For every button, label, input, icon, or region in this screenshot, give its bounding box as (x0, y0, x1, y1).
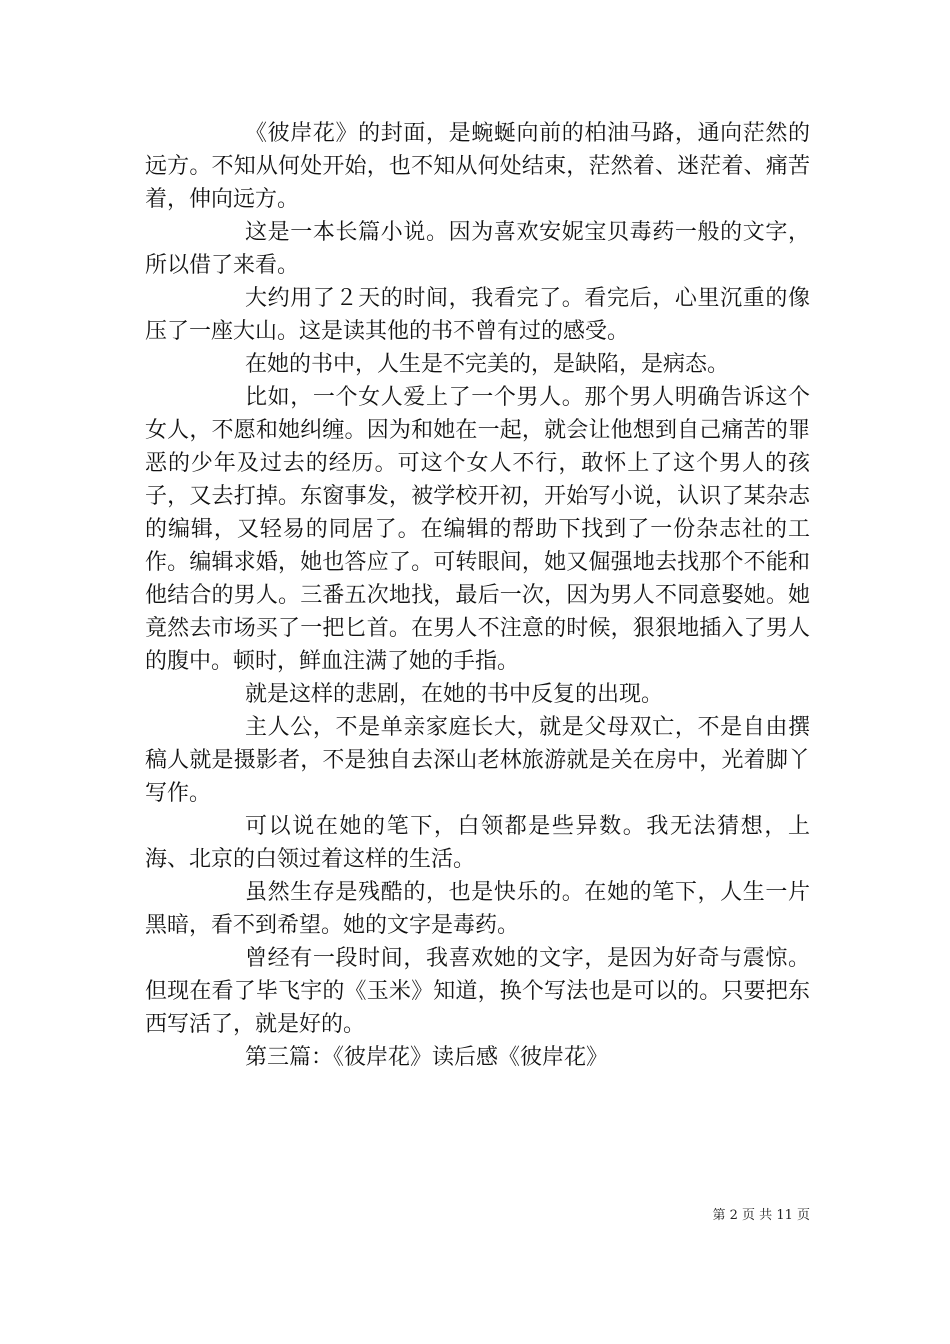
paragraph-reading-time: 大约用了２天的时间，我看完了。看完后，心里沉重的像压了一座大山。这是读其他的书不曾有过的感受。 (145, 286, 810, 344)
paragraph-protagonists: 主人公，不是单亲家庭长大，就是父母双亡，不是自由撰稿人就是摄影者，不是独自去深山老林旅游就是关在房中，光着脚丫写作。 (145, 715, 810, 806)
paragraph-imperfect-life: 在她的书中，人生是不完美的，是缺陷，是病态。 (245, 352, 730, 377)
paragraph-cruel-life: 虽然生存是残酷的，也是快乐的。在她的笔下，人生一片黑暗，看不到希望。她的文字是毒药。 (145, 880, 810, 938)
document-body (145, 117, 810, 1074)
paragraph-novel-intro: 这是一本长篇小说。因为喜欢安妮宝贝毒药一般的文字，所以借了来看。 (145, 220, 810, 278)
paragraph-story-example: 比如，一个女人爱上了一个男人。那个男人明确告诉这个女人，不愿和她纠缠。因为和她在一起，就会让他想到自己痛苦的罪恶的少年及过去的经历。可这个女人不行，敢怀上了这个男人的孩子，又去打掉。东窗事发，被学校开初，开始写小说，认识了某杂志的编辑，又轻易的同居了。在编辑的帮助下找到了一份杂志社的工作。编辑求婚，她也答应了。可转眼间，她又倔强地去找那个不能和他结合的男人。三番五次地找，最后一次，因为男人不同意娶她。她竟然去市场买了一把匕首。在男人不注意的时候，狠狠地插入了男人的腹中。顿时，鲜血注满了她的手指。 (145, 385, 810, 674)
paragraph-third-article-heading: 第三篇：《彼岸花》读后感《彼岸花》 (245, 1045, 609, 1070)
paragraph-repeated-tragedy: 就是这样的悲剧，在她的书中反复的出现。 (245, 682, 664, 707)
paragraph-curiosity: 曾经有一段时间，我喜欢她的文字，是因为好奇与震惊。但现在看了毕飞宇的《玉米》知道，换个写法也是可以的。只要把东西写活了，就是好的。 (145, 946, 810, 1037)
paragraph-white-collar: 可以说在她的笔下，白领都是些异数。我无法猜想，上海、北京的白领过着这样的生活。 (145, 814, 810, 872)
page-number: 第 2 页 共 11 页 (712, 1208, 810, 1223)
paragraph-cover-description: 《彼岸花》的封面，是蜿蜒向前的柏油马路，通向茫然的远方。不知从何处开始，也不知从何处结束，茫然着、迷茫着、痛苦着，伸向远方。 (145, 121, 810, 212)
